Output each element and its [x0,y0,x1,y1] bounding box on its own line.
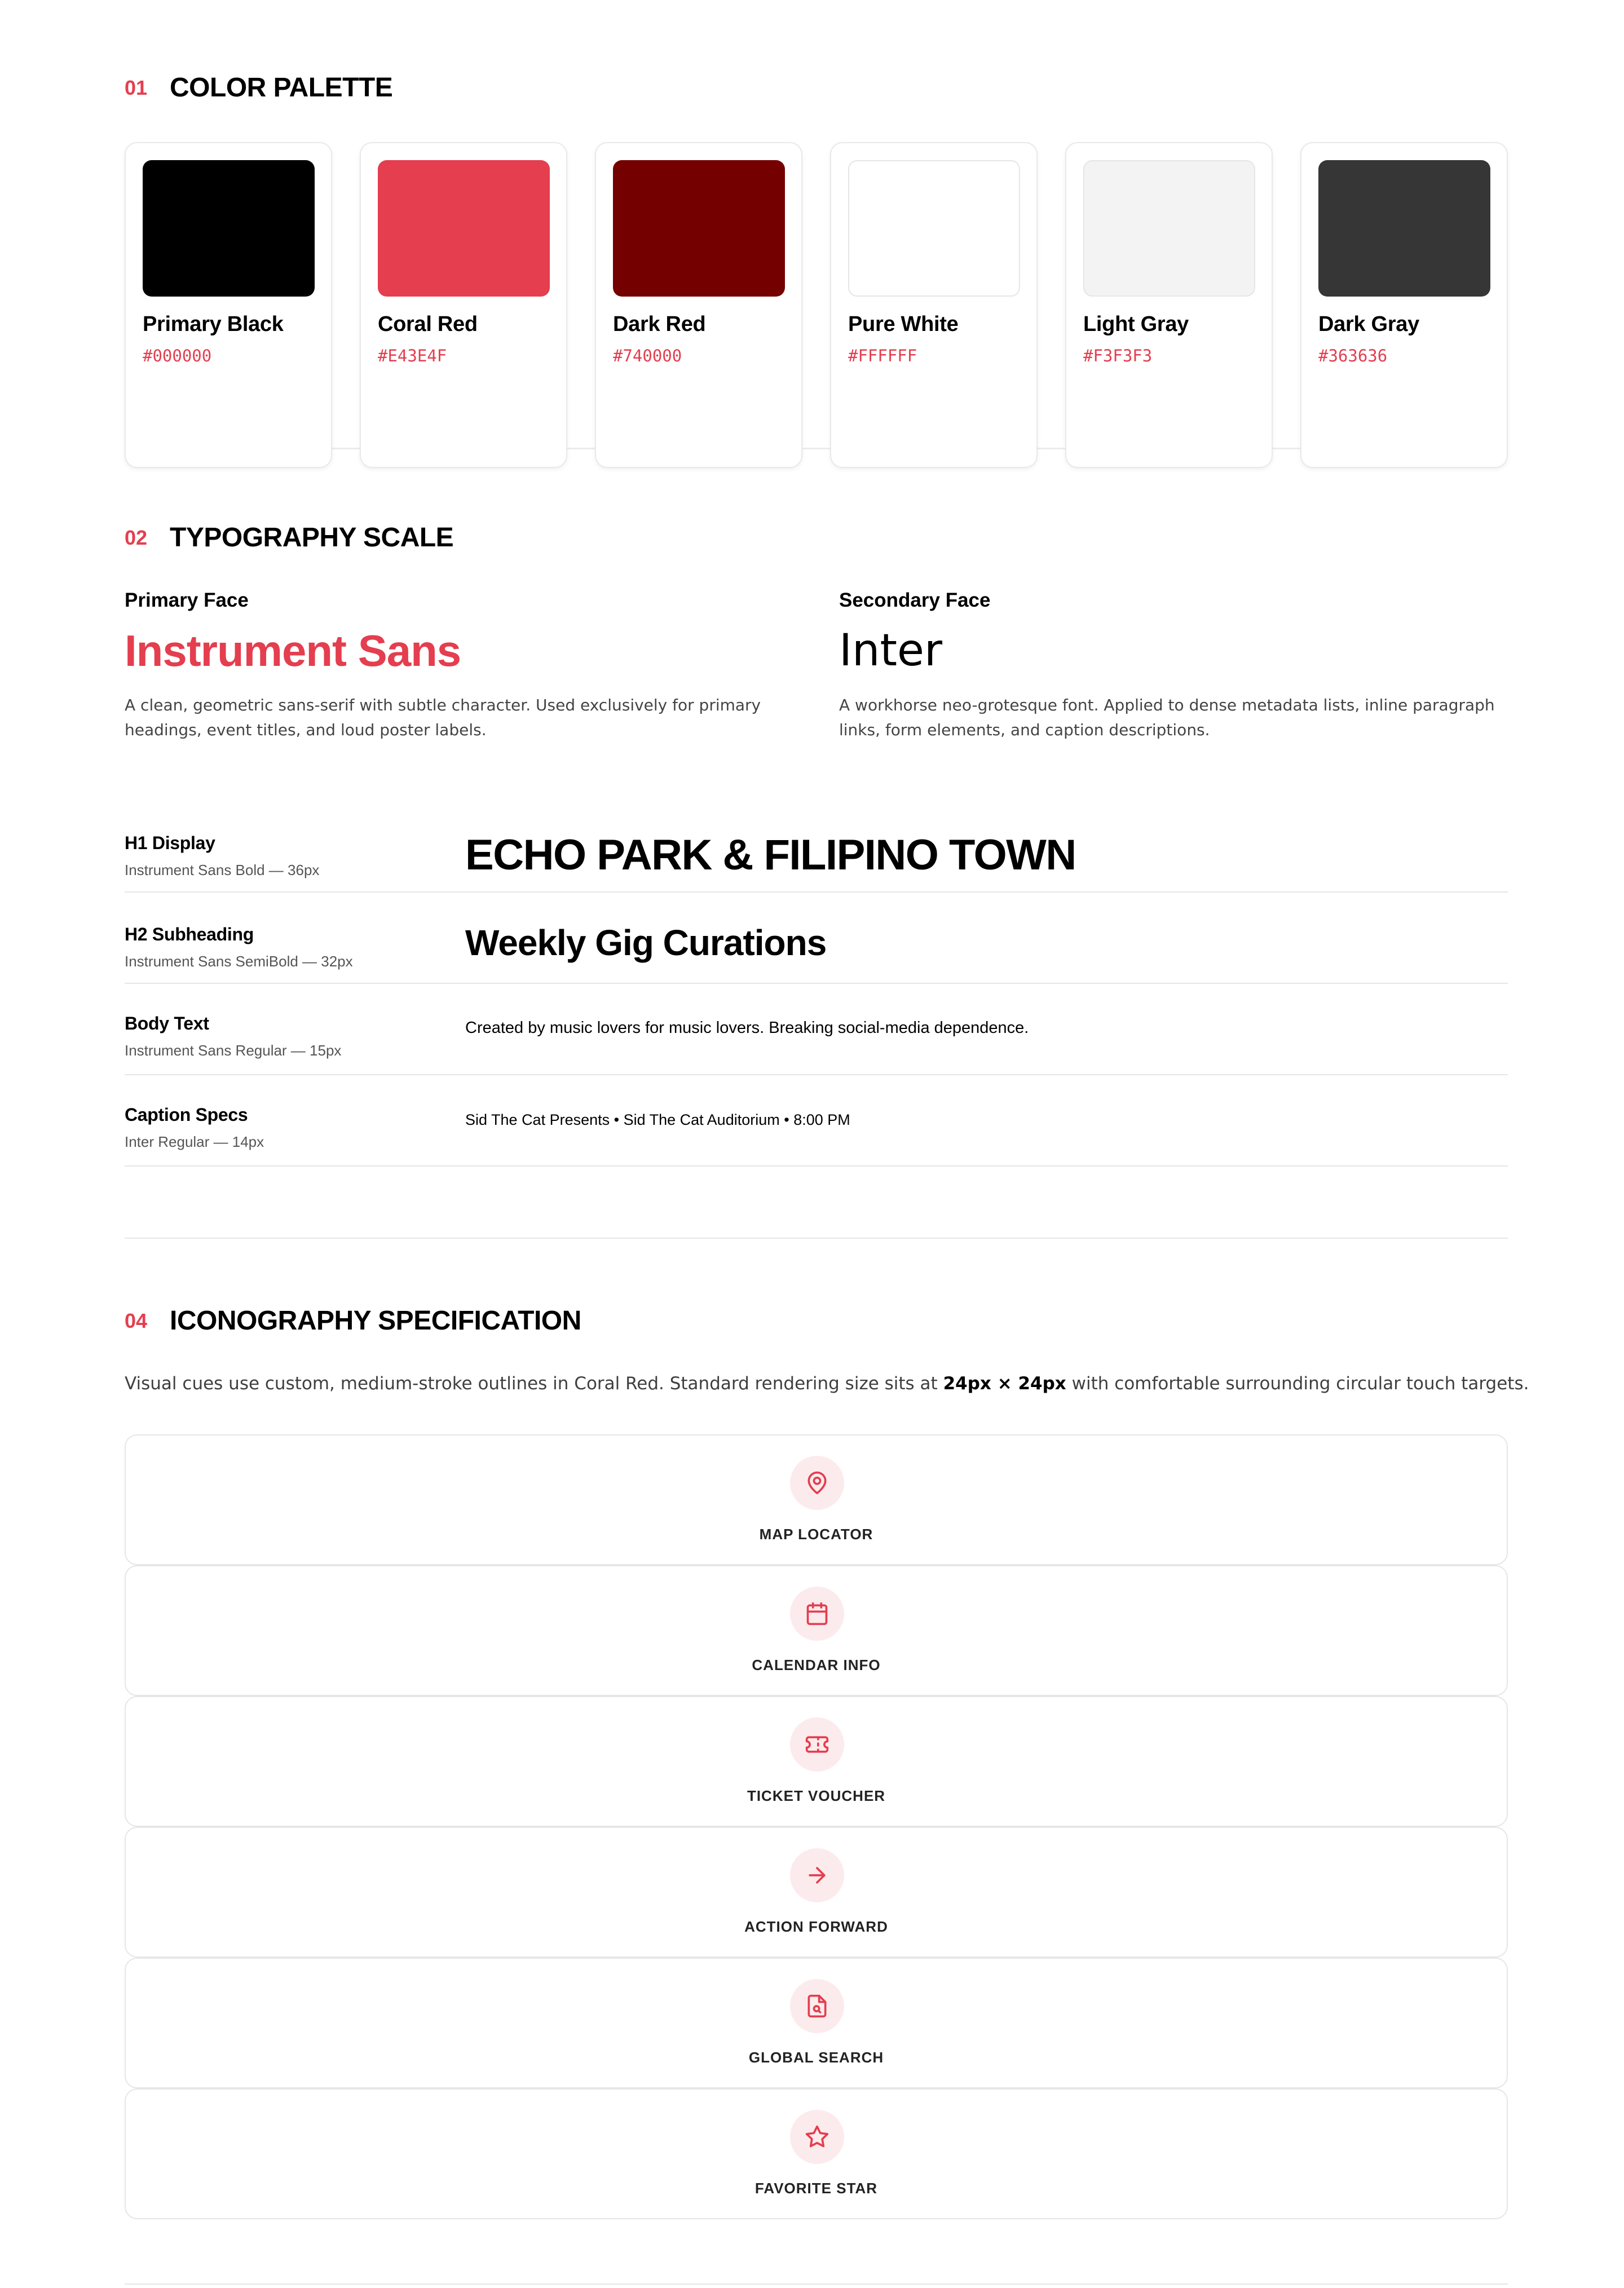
icon-label: CALENDAR INFO [752,1657,881,1673]
type-spec-info [125,1105,264,1151]
swatch-card[interactable] [1300,142,1508,468]
icon-card-calendar[interactable] [125,1565,1508,1696]
type-scale-row-caption [125,1075,1508,1167]
palette-section-header [125,72,392,103]
iconography-intro [125,1373,1529,1394]
typography-section-header [125,522,453,553]
type-spec-label: H1 Display [125,833,215,853]
swatch-card[interactable] [125,142,332,468]
primary-face-description: A clean, geometric sans-serif with subtle character. Used exclusively for primary headings, event titles, and loud poster labels. [125,696,761,739]
intro-text-start: Visual cues use custom, medium-stroke outlines in Coral Red. Standard rendering size sits at [125,1373,943,1394]
palette-section-number: 01 [125,76,148,99]
swatch-hex: #FFFFFF [848,346,917,365]
icon-card-ticket[interactable] [125,1696,1508,1827]
typography-section-number: 02 [125,525,148,549]
intro-text-end: with comfortable surrounding circular touch targets. [1066,1373,1529,1394]
icon-label: FAVORITE STAR [754,2180,878,2197]
intro-text-size: 24px × 24px [943,1373,1066,1394]
color-palette-grid [125,142,1508,468]
type-spec-info [125,1013,341,1059]
type-scale-row-body [125,984,1508,1075]
h1-sample: ECHO PARK & FILIPINO TOWN [465,831,1076,879]
swatch-card[interactable] [830,142,1038,468]
iconography-section-header [125,1305,581,1336]
icon-card-arrow[interactable] [125,1827,1508,1958]
swatch-card[interactable] [595,142,802,468]
palette-section-title: COLOR PALETTE [170,73,393,103]
type-spec-info [125,833,319,879]
secondary-face-description: A workhorse neo-grotesque font. Applied to dense metadata lists, inline paragraph links, form elements, and caption descriptions. [839,696,1495,739]
type-spec-meta: Instrument Sans SemiBold — 32px [125,953,353,970]
type-spec-info [125,924,353,970]
swatch-hex: #740000 [613,346,682,365]
body-sample: Created by music lovers for music lovers. Breaking social-media dependence. [465,1019,1029,1037]
swatch-card[interactable] [1065,142,1273,468]
swatch-hex: #E43E4F [378,346,447,365]
swatch-hex: #F3F3F3 [1083,346,1153,365]
swatch-name: Dark Gray [1318,312,1419,336]
type-spec-label: H2 Subheading [125,924,254,944]
ticket-icon[interactable] [790,1717,844,1772]
secondary-face-name: Inter [839,625,943,676]
color-swatch [1083,160,1255,297]
arrow-right-icon[interactable] [790,1848,844,1902]
swatch-name: Primary Black [143,312,284,336]
type-spec-meta: Instrument Sans Regular — 15px [125,1042,342,1059]
primary-face-name: Instrument Sans [125,626,461,675]
map-pin-icon[interactable] [790,1456,844,1510]
swatch-card[interactable] [360,142,567,468]
secondary-face [839,589,1538,743]
swatch-name: Light Gray [1083,312,1189,336]
icon-label: ACTION FORWARD [744,1918,888,1935]
h2-sample: Weekly Gig Curations [465,922,827,963]
section-divider [125,1238,1508,1239]
swatch-hex: #363636 [1318,346,1388,365]
icon-card-search[interactable] [125,1958,1508,2088]
type-spec-label: Caption Specs [125,1105,248,1125]
color-swatch [848,160,1020,297]
type-spec-meta: Instrument Sans Bold — 36px [125,862,320,878]
primary-face [125,589,824,743]
icon-label: MAP LOCATOR [759,1526,873,1543]
type-scale-row-h2 [125,893,1508,984]
typography-section-title: TYPOGRAPHY SCALE [170,523,454,553]
swatch-name: Pure White [848,312,959,336]
iconography-section-number: 04 [125,1309,148,1332]
primary-face-label: Primary Face [125,589,249,611]
icon-label: GLOBAL SEARCH [748,2049,884,2066]
type-scale-row-h1 [125,815,1508,893]
color-swatch [1318,160,1490,297]
star-icon[interactable] [790,2110,844,2164]
color-swatch [143,160,315,297]
swatch-name: Coral Red [378,312,478,336]
icon-label: TICKET VOUCHER [747,1787,886,1804]
footer-divider [125,2283,1508,2285]
color-swatch [613,160,785,297]
swatch-hex: #000000 [143,346,212,365]
icon-card-map[interactable] [125,1434,1508,1565]
iconography-section-title: ICONOGRAPHY SPECIFICATION [170,1306,581,1336]
swatch-name: Dark Red [613,312,706,336]
type-spec-meta: Inter Regular — 14px [125,1133,264,1150]
color-swatch [378,160,550,297]
icon-card-star[interactable] [125,2088,1508,2219]
file-search-icon[interactable] [790,1979,844,2033]
secondary-face-label: Secondary Face [839,589,991,611]
type-spec-label: Body Text [125,1013,209,1033]
calendar-icon[interactable] [790,1587,844,1641]
caption-sample: Sid The Cat Presents • Sid The Cat Auditorium • 8:00 PM [465,1111,850,1128]
